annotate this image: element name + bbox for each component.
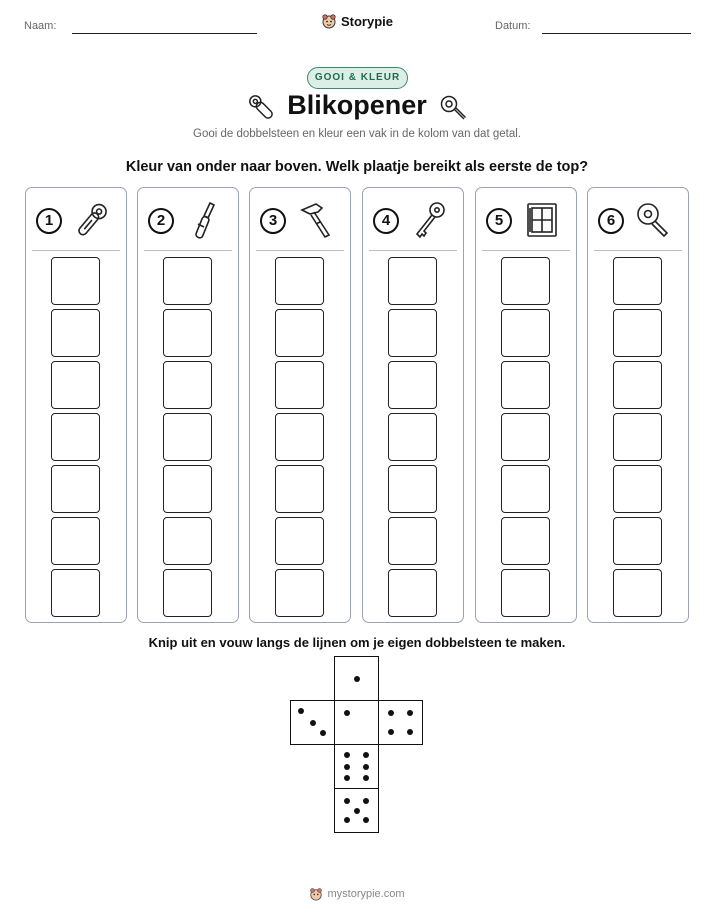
column-number: 4 xyxy=(373,208,399,234)
color-cell[interactable] xyxy=(501,361,550,409)
die-pip xyxy=(344,798,350,804)
column-header xyxy=(476,188,576,250)
die-pip xyxy=(388,729,394,735)
color-cell[interactable] xyxy=(388,517,437,565)
die-pip xyxy=(354,676,360,682)
die-pip xyxy=(344,775,350,781)
die-face-4 xyxy=(378,700,423,745)
page-title: Blikopener xyxy=(287,90,427,120)
color-cell[interactable] xyxy=(163,569,212,617)
column-6 xyxy=(587,187,689,623)
key-icon xyxy=(409,200,449,240)
color-cell[interactable] xyxy=(501,257,550,305)
color-cell[interactable] xyxy=(388,413,437,461)
die-pip xyxy=(363,764,369,770)
color-cell[interactable] xyxy=(51,309,100,357)
brand-name: Storypie xyxy=(340,13,393,29)
die-pip xyxy=(310,720,316,726)
color-cell[interactable] xyxy=(51,517,100,565)
color-cell[interactable] xyxy=(51,569,100,617)
die-pip xyxy=(344,752,350,758)
can-opener-wheel-icon xyxy=(72,200,112,240)
color-cell[interactable] xyxy=(613,465,662,513)
die-pip xyxy=(407,729,413,735)
color-cell[interactable] xyxy=(163,257,212,305)
die-pip xyxy=(344,764,350,770)
game-instruction: Kleur van onder naar boven. Welk plaatje bereikt als eerste de top? xyxy=(125,159,589,175)
color-cell[interactable] xyxy=(613,309,662,357)
color-cell[interactable] xyxy=(501,309,550,357)
color-cell[interactable] xyxy=(275,361,324,409)
color-cell[interactable] xyxy=(613,361,662,409)
cabinet-icon xyxy=(522,200,562,240)
color-cell[interactable] xyxy=(51,361,100,409)
color-cell[interactable] xyxy=(501,413,550,461)
column-header xyxy=(588,188,688,250)
column-1 xyxy=(25,187,127,623)
color-cell[interactable] xyxy=(388,361,437,409)
color-cell[interactable] xyxy=(501,517,550,565)
color-cell[interactable] xyxy=(163,309,212,357)
die-pip xyxy=(363,752,369,758)
die-pip xyxy=(363,798,369,804)
footer-url[interactable]: mystorypie.com xyxy=(327,888,405,900)
color-cell[interactable] xyxy=(501,465,550,513)
die-face-6 xyxy=(334,788,379,833)
die-face-2 xyxy=(290,700,335,745)
cut-instruction: Knip uit en vouw langs de lijnen om je eigen dobbelsteen te maken. xyxy=(148,635,566,650)
die-face-3 xyxy=(334,700,379,745)
column-number: 5 xyxy=(486,208,512,234)
color-cell[interactable] xyxy=(163,361,212,409)
color-cell[interactable] xyxy=(275,517,324,565)
color-cell[interactable] xyxy=(163,465,212,513)
column-divider xyxy=(594,250,682,251)
color-cell[interactable] xyxy=(613,413,662,461)
column-divider xyxy=(32,250,120,251)
die-pip xyxy=(344,710,350,716)
color-cell[interactable] xyxy=(51,257,100,305)
column-number: 3 xyxy=(260,208,286,234)
color-cell[interactable] xyxy=(275,413,324,461)
color-cell[interactable] xyxy=(388,309,437,357)
die-pip xyxy=(363,775,369,781)
die-pip xyxy=(344,817,350,823)
color-cell[interactable] xyxy=(163,413,212,461)
color-cell[interactable] xyxy=(275,569,324,617)
column-2 xyxy=(137,187,239,623)
die-pip xyxy=(388,710,394,716)
column-number: 2 xyxy=(148,208,174,234)
color-cell[interactable] xyxy=(501,569,550,617)
color-cell[interactable] xyxy=(275,465,324,513)
craft-knife-icon xyxy=(184,200,224,240)
color-cell[interactable] xyxy=(275,257,324,305)
column-number: 1 xyxy=(36,208,62,234)
color-cell[interactable] xyxy=(613,569,662,617)
hammer-icon xyxy=(296,200,336,240)
color-cell[interactable] xyxy=(613,257,662,305)
die-pip xyxy=(363,817,369,823)
color-cell[interactable] xyxy=(275,309,324,357)
column-5 xyxy=(475,187,577,623)
date-field-line[interactable] xyxy=(542,33,691,34)
name-field-line[interactable] xyxy=(72,33,257,34)
color-cell[interactable] xyxy=(388,465,437,513)
column-divider xyxy=(256,250,344,251)
column-divider xyxy=(369,250,457,251)
color-cell[interactable] xyxy=(51,413,100,461)
column-header xyxy=(138,188,238,250)
column-number: 6 xyxy=(598,208,624,234)
die-pip xyxy=(407,710,413,716)
brand-logo xyxy=(0,13,714,29)
bottle-opener-title-icon xyxy=(438,93,468,123)
magnifier-opener-icon xyxy=(634,200,674,240)
color-cell[interactable] xyxy=(163,517,212,565)
column-divider xyxy=(482,250,570,251)
page-subtitle: Gooi de dobbelsteen en kleur een vak in de kolom van dat getal. xyxy=(193,128,521,140)
die-pip xyxy=(320,730,326,736)
color-cell[interactable] xyxy=(388,257,437,305)
color-cell[interactable] xyxy=(51,465,100,513)
die-pip xyxy=(298,708,304,714)
footer xyxy=(0,887,714,901)
die-face-5 xyxy=(334,744,379,789)
column-3 xyxy=(249,187,351,623)
name-label: Naam: xyxy=(24,20,57,32)
activity-badge: GOOI & KLEUR xyxy=(307,67,408,89)
storypie-mascot-icon xyxy=(321,13,337,29)
storypie-mascot-icon xyxy=(309,887,323,901)
color-cell[interactable] xyxy=(388,569,437,617)
date-label: Datum: xyxy=(495,20,531,32)
die-pip xyxy=(354,808,360,814)
column-header xyxy=(26,188,126,250)
color-cell[interactable] xyxy=(613,517,662,565)
column-header xyxy=(363,188,463,250)
column-header xyxy=(250,188,350,250)
column-divider xyxy=(144,250,232,251)
column-4 xyxy=(362,187,464,623)
die-face-1 xyxy=(334,656,379,701)
